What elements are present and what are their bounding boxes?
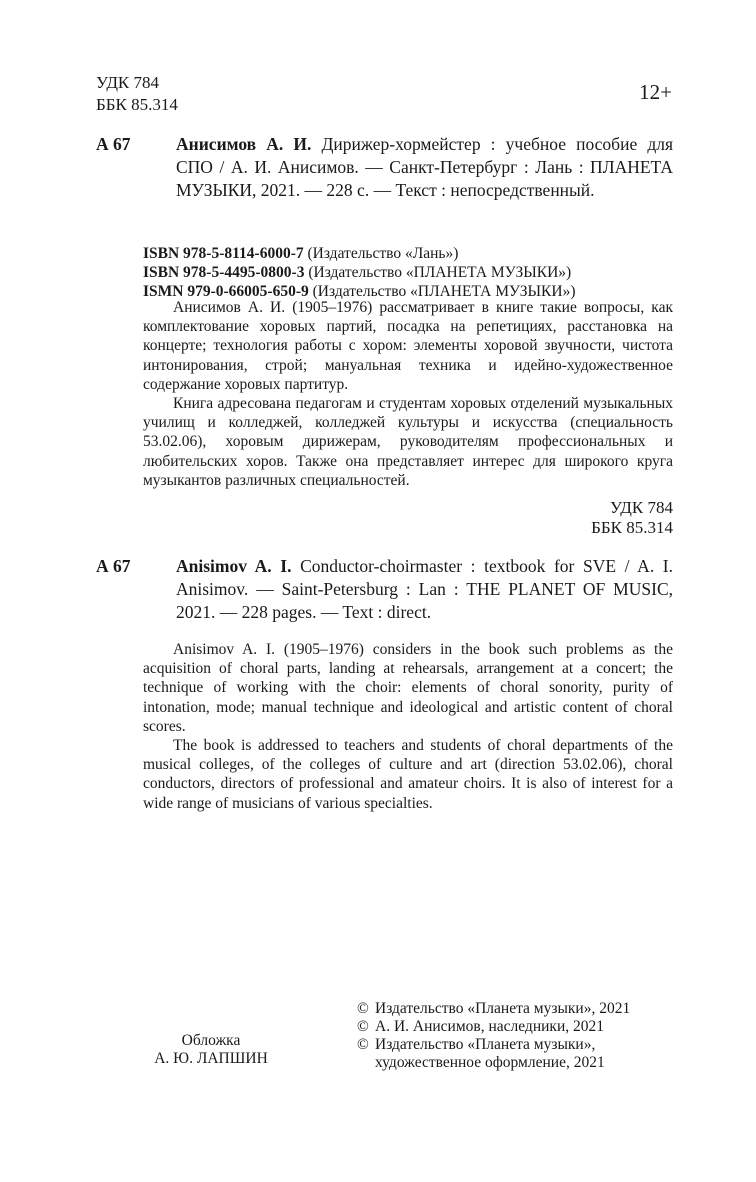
- en-author: Anisimov A. I.: [176, 556, 292, 576]
- ru-library-code: А 67: [96, 134, 131, 154]
- en-annotation-paragraph-1: Anisimov A. I. (1905–1976) considers in the book such problems as the acquisition of choral parts, landing at rehearsals, arrangement at a concert; the technique of working with the choir: elements of choral sonority, purity of intonation, mode; manual technique and ideological and artistic content of choral scores.: [143, 641, 673, 735]
- copyright-symbol: ©: [357, 1000, 369, 1017]
- copyright-text: Издательство «Планета музыки», художественное оформление, 2021: [375, 1036, 605, 1071]
- ru-annotation-paragraph-1: Анисимов А. И. (1905–1976) рассматривает в книге такие вопросы, как комплектование хоровых партий, посадка на репетициях, расстановка на концерте; технология работы с хором: элементы хоровой звучности, чистота интонирования, строй; мануальная техника и идейно-художественное содержание хоровых партитур.: [143, 299, 673, 393]
- en-annotation: [143, 640, 673, 813]
- ru-annotation: [143, 298, 673, 490]
- en-library-code: А 67: [96, 556, 131, 576]
- copyright-symbol: ©: [357, 1018, 369, 1035]
- identifiers-list: [143, 244, 576, 301]
- identifier-publisher: (Издательство «ПЛАНЕТА МУЗЫКИ»): [308, 264, 572, 281]
- ru-bibliographic-record: [176, 133, 673, 202]
- cover-designer: А. Ю. ЛАПШИН: [154, 1050, 268, 1067]
- en-bibliographic-rest: Conductor-choirmaster : textbook for SVE / A. I. Anisimov. — Saint-Petersburg : Lan : THE PLANET OF MUSIC, 2021. — 228 pages. — Text : direct.: [176, 556, 674, 622]
- copyright-block: [357, 1000, 655, 1072]
- copyright-text: А. И. Анисимов, наследники, 2021: [375, 1018, 604, 1035]
- copyright-line: [357, 1018, 655, 1036]
- ru-bibliographic-rest: Дирижер-хормейстер : учебное пособие для СПО / А. И. Анисимов. — Санкт-Петербург : Лань : ПЛАНЕТА МУЗЫКИ, 2021. — 228 с. — Текст : непосредственный.: [176, 134, 674, 200]
- cover-credit: [136, 1032, 286, 1068]
- ru-udk: УДК 784: [609, 498, 673, 517]
- identifier-publisher: (Издательство «ПЛАНЕТА МУЗЫКИ»): [312, 283, 576, 300]
- copyright-symbol: ©: [357, 1036, 369, 1053]
- header-udk: УДК 784: [96, 73, 160, 92]
- en-bibliographic-record: [176, 555, 673, 624]
- ru-annotation-paragraph-2: Книга адресована педагогам и студентам хоровых отделений музыкальных училищ и колледжей, колледжей культуры и искусства (специальность 53.02.06), хоровым дирижерам, руководителям профессиональных и любительских хоров. Также она представляет интерес для широкого круга музыкантов различных специальностей.: [143, 395, 673, 489]
- ru-bbk: ББК 85.314: [591, 518, 673, 537]
- ru-author: Анисимов А. И.: [176, 134, 312, 154]
- copyright-line: [357, 1036, 655, 1072]
- en-annotation-paragraph-2: The book is addressed to teachers and students of choral departments of the musical colleges, of the colleges of culture and art (direction 53.02.06), choral conductors, directors of professional and amateur choirs. It is also of interest for a wide range of musicians of various specialties.: [143, 737, 673, 812]
- identifier-label: ISBN 978-5-4495-0800-3: [143, 264, 305, 281]
- header-classification: [96, 72, 178, 116]
- identifier-label: ISBN 978-5-8114-6000-7: [143, 245, 304, 262]
- identifier-row: [143, 263, 576, 282]
- identifier-label: ISMN 979-0-66005-650-9: [143, 283, 309, 300]
- cover-label: Обложка: [181, 1032, 241, 1049]
- identifier-row: [143, 244, 576, 263]
- identifier-publisher: (Издательство «Лань»): [307, 245, 459, 262]
- header-bbk: ББК 85.314: [96, 95, 178, 114]
- copyright-line: [357, 1000, 655, 1018]
- copyright-text: Издательство «Планета музыки», 2021: [375, 1000, 631, 1017]
- age-rating: 12+: [639, 80, 672, 104]
- ru-classification: [591, 498, 673, 538]
